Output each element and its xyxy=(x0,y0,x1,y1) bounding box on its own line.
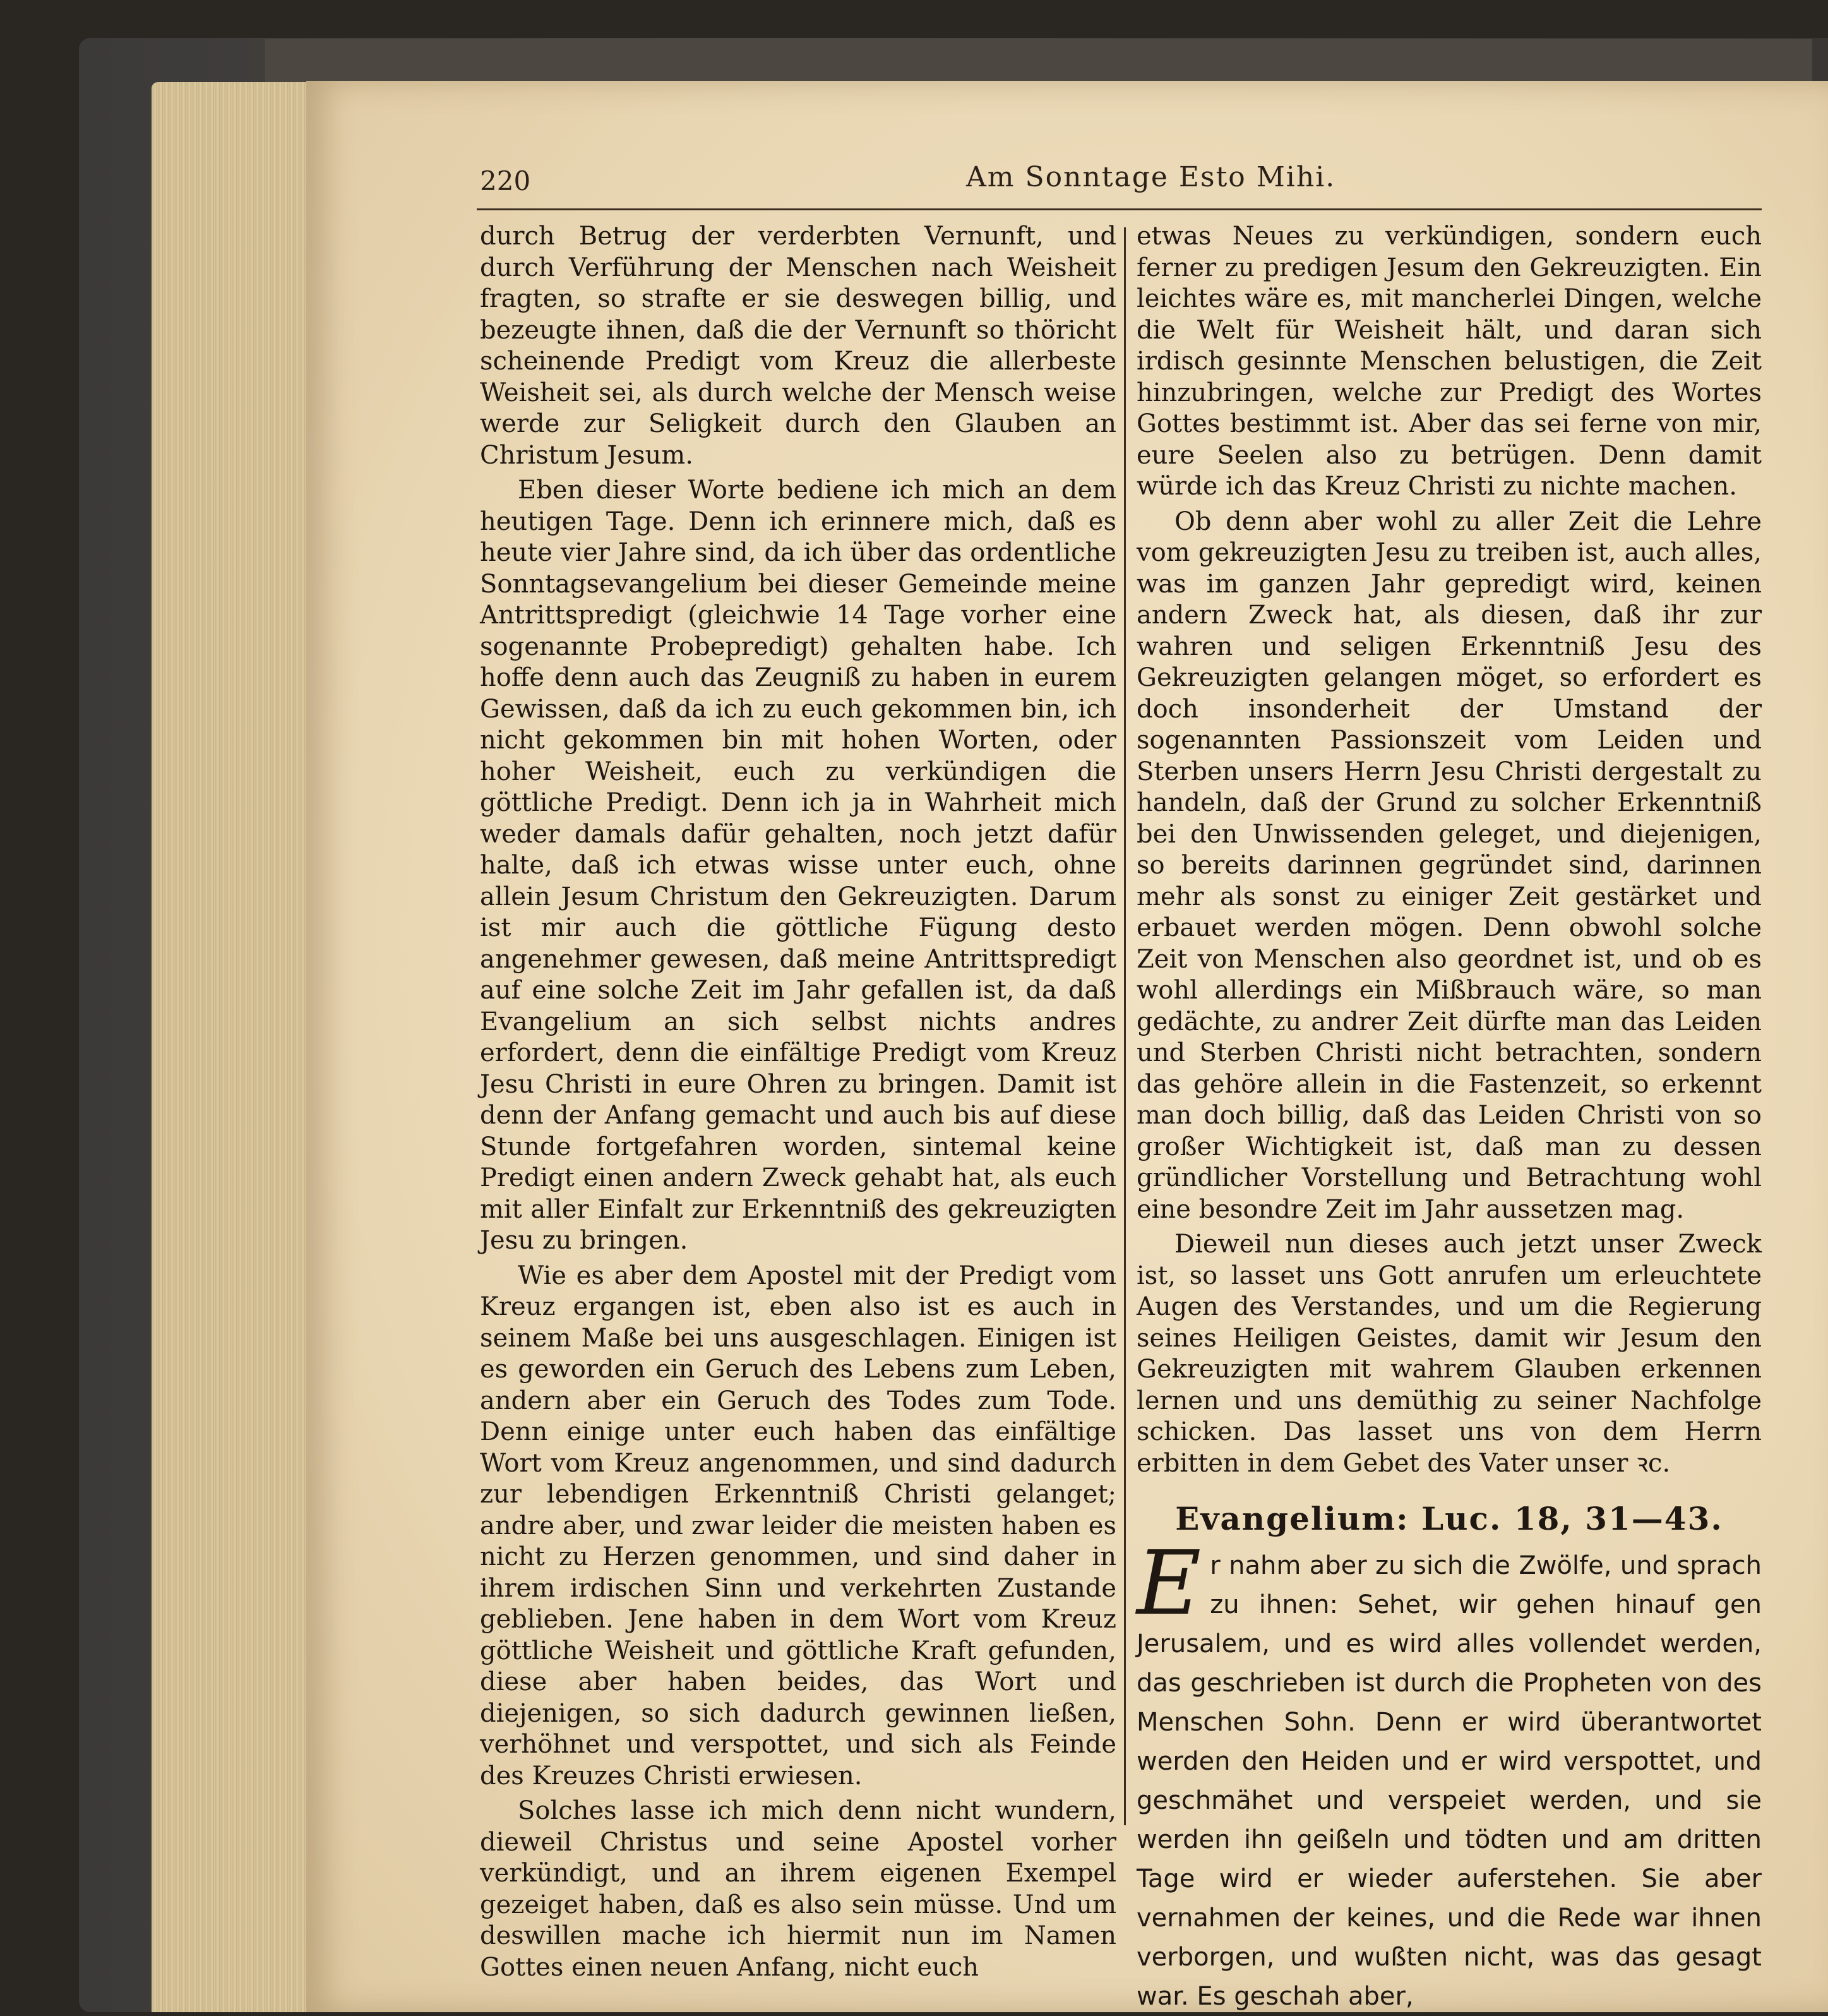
gospel-text: r nahm aber zu sich die Zwölfe, und sprach zu ihnen: Sehet, wir gehen hinauf gen Jerusalem, und es wird alles vollendet werden, das geschrieben ist durch die Propheten von des Menschen Sohn. Denn er wird überantwortet werden den Heiden und er wird verspottet, und geschmähet und verspeiet werden, und sie werden ihn geißeln und tödten und am dritten Tage wird er wieder auferstehen. Sie aber vernahmen der keines, und die Rede war ihnen verborgen, und wußten nicht, was das gesagt war. Es geschah aber, xyxy=(1137,1551,1762,2011)
left-column xyxy=(480,221,1116,1983)
right-column xyxy=(1137,221,1762,2016)
gospel-heading: Evangelium: Luc. 18, 31—43. xyxy=(1175,1500,1723,1537)
header-rule xyxy=(477,208,1762,210)
left-paragraph-1: durch Betrug der verderbten Vernunft, und durch Verführung der Menschen nach Weisheit fragten, so strafte er sie deswegen billig, und bezeugte ihnen, daß die der Vernunft so thöricht scheinende Predigt vom Kreuz die allerbeste Weisheit sei, als durch welche der Mensch weise werde zur Seligkeit durch den Glauben an Christum Jesum. xyxy=(480,222,1116,470)
left-paragraph-2: Eben dieser Worte bediene ich mich an dem heutigen Tage. Denn ich erinnere mich, daß es heute vier Jahre sind, da ich über das ordentliche Sonntagsevangelium bei dieser Gemeinde meine Antrittspredigt (gleichwie 14 Tage vorher eine sogenannte Probepredigt) gehalten habe. Ich hoffe denn auch das Zeugniß zu haben in eurem Gewissen, daß da ich zu euch gekommen bin, ich nicht gekommen bin mit hohen Worten, oder hoher Weisheit, euch zu verkündigen die göttliche Predigt. Denn ich ja in Wahrheit mich weder damals dafür gehalten, noch jetzt dafür halte, daß ich etwas wisse unter euch, ohne allein Jesum Christum den Gekreuzigten. Darum ist mir auch die göttliche Fügung desto angenehmer gewesen, daß meine Antrittspredigt auf eine solche Zeit im Jahr gefallen ist, da daß Evangelium an sich selbst nichts andres erfordert, denn die einfältige Predigt vom Kreuz Jesu Christi in eure Ohren zu bringen. Damit ist denn der Anfang gemacht und auch bis auf diese Stunde fortgefahren worden, sintemal keine Predigt einen andern Zweck gehabt hat, als euch mit aller Einfalt zur Erkenntniß des gekreuzigten Jesu zu bringen. xyxy=(480,476,1116,1255)
right-paragraph-3: Dieweil nun dieses auch jetzt unser Zweck ist, so lasset uns Gott anrufen um erleuchtete Augen des Verstandes, und um die Regierung seines Heiligen Geistes, damit wir Jesum den Gekreuzigten mit wahrem Glauben erkennen lernen und uns demüthig zu seiner Nachfolge schicken. Das lasset uns von dem Herrn erbitten in dem Gebet des Vater unser ꝛc. xyxy=(1137,1230,1762,1478)
gospel-text-block xyxy=(1137,1532,1762,2016)
right-paragraph-1: etwas Neues zu verkündigen, sondern euch ferner zu predigen Jesum den Gekreuzigten. Ein leichtes wäre es, mit mancherlei Dingen, welche die Welt für Weisheit hält, und daran sich irdisch gesinnte Menschen belustigen, die Zeit hinzubringen, welche zur Predigt des Wortes Gottes bestimmt ist. Aber das sei ferne von mir, eure Seelen also zu betrügen. Denn damit würde ich das Kreuz Christi zu nichte machen. xyxy=(1137,222,1762,501)
page-number: 220 xyxy=(480,165,531,196)
left-paragraph-3: Wie es aber dem Apostel mit der Predigt vom Kreuz ergangen ist, eben also ist es auch in seinem Maße bei uns ausgeschlagen. Einigen ist es geworden ein Geruch des Lebens zum Leben, andern aber ein Geruch des Todes zum Tode. Denn einige unter euch haben das einfältige Wort vom Kreuz angenommen, und sind dadurch zur lebendigen Erkenntniß Christi gelanget; andre aber, und zwar leider die meisten haben es nicht zu Herzen genommen, und sind daher in ihrem irdischen Sinn und verkehrten Zustande geblieben. Jene haben in dem Wort vom Kreuz göttliche Weisheit und göttliche Kraft gefunden, diese aber haben beides, das Wort und diejenigen, so sich dadurch gewinnen ließen, verhöhnet und verspottet, und sich als Feinde des Kreuzes Christi erwiesen. xyxy=(480,1261,1116,1791)
book-cover-top-edge xyxy=(265,39,1812,83)
column-divider xyxy=(1124,227,1126,1825)
gospel-dropcap: E xyxy=(1137,1532,1202,1635)
left-paragraph-4: Solches lasse ich mich denn nicht wundern, dieweil Christus und seine Apostel vorher verkündigt, und an ihrem eigenen Exempel gezeiget haben, daß es also sein müsse. Und um deswillen mache ich hiermit nun im Namen Gottes einen neuen Anfang, nicht euch xyxy=(480,1796,1116,1982)
running-title: Am Sonntage Esto Mihi. xyxy=(966,161,1336,193)
right-paragraph-2: Ob denn aber wohl zu aller Zeit die Lehre vom gekreuzigten Jesu zu treiben ist, auch alles, was im ganzen Jahr gepredigt wird, keinen andern Zweck hat, als diesen, daß ihr zur wahren und seligen Erkenntniß Jesu des Gekreuzigten gelangen möget, so erfordert es doch insonderheit der Umstand der sogenannten Passionszeit vom Leiden und Sterben unsers Herrn Jesu Christi dergestalt zu handeln, daß der Grund zu solcher Erkenntniß bei den Unwissenden geleget, und diejenigen, so bereits darinnen gegründet sind, darinnen mehr als sonst zu einiger Zeit gestärket und erbauet werden mögen. Denn obwohl solche Zeit von Menschen also geordnet ist, und ob es wohl allerdings ein Mißbrauch wäre, so man gedächte, zu andrer Zeit dürfte man das Leiden und Sterben Christi nicht betrachten, sondern das gehöre allein in die Fastenzeit, so erkennt man doch billig, daß das Leiden Christi von so großer Wichtigkeit ist, daß man zu dessen gründlicher Vorstellung und Betrachtung wohl eine besondre Zeit im Jahr aussetzen mag. xyxy=(1137,507,1762,1224)
page-stack-edge xyxy=(152,82,319,2012)
